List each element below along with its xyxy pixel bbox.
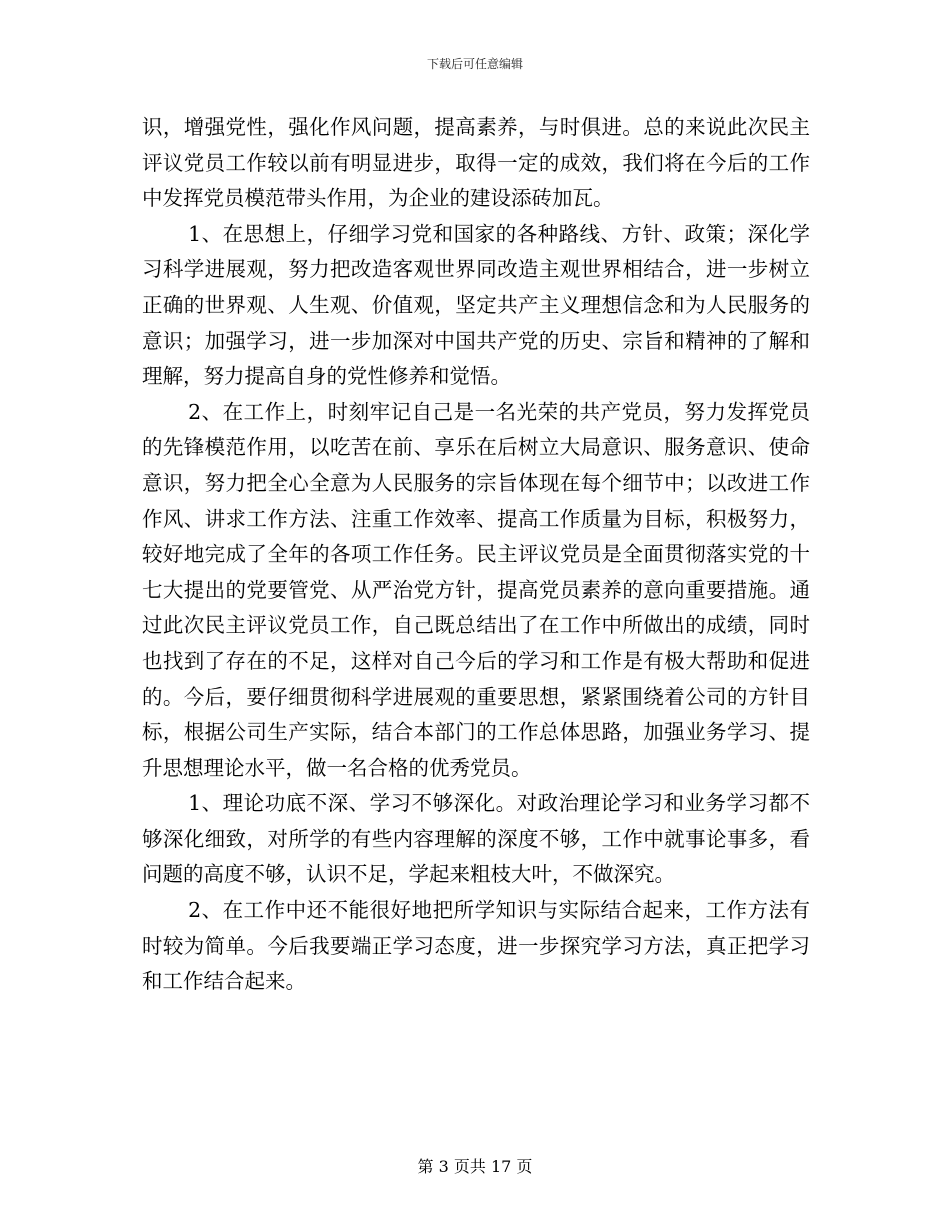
- page-footer: 第 3 页共 17 页: [417, 1157, 533, 1176]
- paragraph-shortcoming-practice: 2、在工作中还不能很好地把所学知识与实际结合起来，工作方法有时较为简单。今后我要端正学习态度，进一步探究学习方法，真正把学习和工作结合起来。: [142, 898, 810, 994]
- document-body: [142, 110, 810, 1000]
- paragraph-work: 2、在工作上，时刻牢记自己是一名光荣的共产党员，努力发挥党员的先锋模范作用，以吃苦在前、享乐在后树立大局意识、服务意识、使命意识，努力把全心全意为人民服务的宗旨体现在每个细节中；以改进工作作风、讲求工作方法、注重工作效率、提高工作质量为目标，积极努力，较好地完成了全年的各项工作任务。民主评议党员是全面贯彻落实党的十七大提出的党要管党、从严治党方针，提高党员素养的意向重要措施。通过此次民主评议党员工作，自己既总结出了在工作中所做出的成绩，同时也找到了存在的不足，这样对自己今后的学习和工作是有极大帮助和促进的。今后，要仔细贯彻科学进展观的重要思想，紧紧围绕着公司的方针目标，根据公司生产实际，结合本部门的工作总体思路，加强业务学习、提升思想理论水平，做一名合格的优秀党员。: [142, 399, 810, 780]
- paragraph-continuation: 识，增强党性，强化作风问题，提高素养，与时俱进。总的来说此次民主评议党员工作较以前有明显进步，取得一定的成效，我们将在今后的工作中发挥党员模范带头作用，为企业的建设添砖加瓦。: [142, 115, 810, 211]
- page-header: 下载后可任意编辑: [426, 57, 523, 71]
- paragraph-shortcoming-theory: 1、理论功底不深、学习不够深化。对政治理论学习和业务学习都不够深化细致，对所学的有些内容理解的深度不够，工作中就事论事多，看问题的高度不够，认识不足，学起来粗枝大叶，不做深究。: [142, 791, 810, 887]
- paragraph-thought: 1、在思想上，仔细学习党和国家的各种路线、方针、政策；深化学习科学进展观，努力把改造客观世界同改造主观世界相结合，进一步树立正确的世界观、人生观、价值观，坚定共产主义理想信念和为人民服务的意识；加强学习，进一步加深对中国共产党的历史、宗旨和精神的了解和理解，努力提高自身的党性修养和觉悟。: [142, 221, 810, 389]
